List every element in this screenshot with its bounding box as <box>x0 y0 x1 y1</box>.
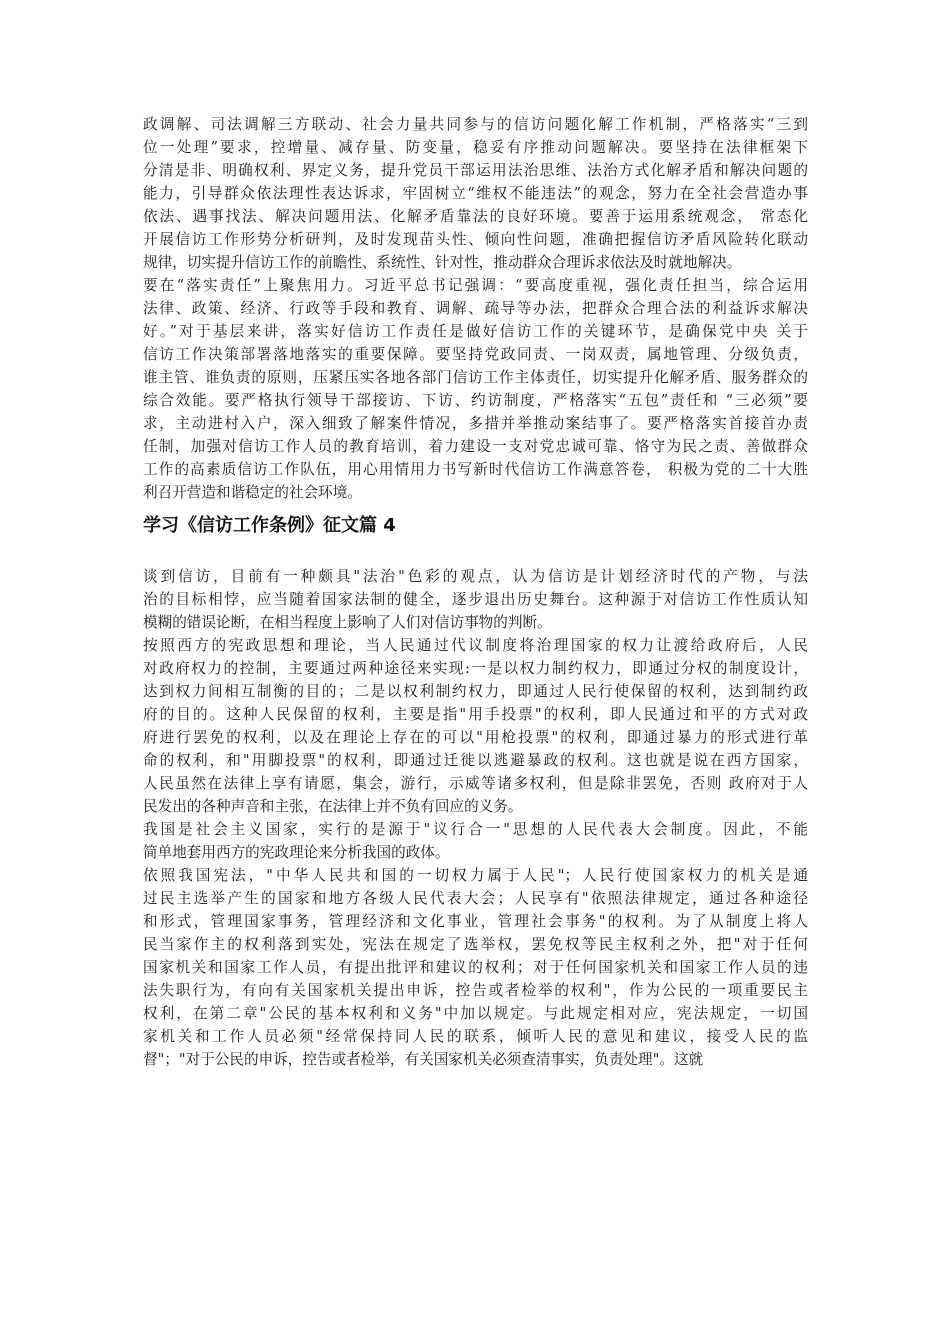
text-line: 信访工作决策部署落地落实的重要保障。要坚持党政同责、一岗双责，属地管理、分级负责， <box>143 346 808 363</box>
text-line: 谈到信访，目前有一种颇具"法治"色彩的观点，认为信访是计划经济时代的产物，与法 <box>143 568 808 585</box>
text-line: 法律、政策、经济、行政等手段和教育、调解、疏导等办法，把群众合理合法的利益诉求解决 <box>143 300 808 317</box>
text-line: 府进行罢免的权利，以及在理论上存在的可以"用枪投票"的权利，即通过暴力的形式进行革 <box>143 729 808 746</box>
text-line: 权利，在第二章"公民的基本权利和义务"中加以规定。与此规定相对应，宪法规定，一切国 <box>143 1005 808 1022</box>
text-line: 府的目的。这种人民保留的权利，主要是指"用手投票"的权利，即人民通过和平的方式对政 <box>143 706 808 723</box>
text-line: 家机关和工作人员必须"经常保持同人民的联系，倾听人民的意见和建议，接受人民的监 <box>143 1028 808 1045</box>
section-heading: 学习《信访工作条例》征文篇 4 <box>143 515 396 536</box>
text-line: 人民虽然在法律上享有请愿，集会，游行，示威等诸多权利，但是除非罢免，否则 政府对于人 <box>143 775 808 792</box>
text-line: 分清是非、明确权利、界定义务，提升党员干部运用法治思维、法治方式化解矛盾和解决问题的 <box>143 162 808 179</box>
text-line: 按照西方的宪政思想和理论，当人民通过代议制度将治理国家的权力让渡给政府后，人民 <box>143 637 808 654</box>
text-line: 任制，加强对信访工作人员的教育培训，着力建设一支对党忠诚可靠、恪守为民之责、善做群众 <box>143 438 808 455</box>
text-line: 和形式，管理国家事务，管理经济和文化事业，管理社会事务"的权利。为了从制度上将人 <box>143 913 808 930</box>
text-line: 规律，切实提升信访工作的前瞻性、系统性、针对性，推动群众合理诉求依法及时就地解决。 <box>143 254 742 271</box>
text-line: 依法、遇事找法、解决问题用法、化解矛盾靠法的良好环境。要善于运用系统观念， 常态化 <box>143 208 808 225</box>
text-line: 要在“落实责任”上聚焦用力。习近平总书记强调：“要高度重视，强化责任担当，综合运用 <box>143 277 808 294</box>
text-line: 综合效能。要严格执行领导干部接访、下访、约访制度，严格落实“五包”责任和 “三必须”要 <box>143 392 808 409</box>
text-line: 求，主动进村入户，深入细致了解案件情况，多措并举推动案结事了。要严格落实首接首办责 <box>143 415 808 432</box>
text-line: 民发出的各种声音和主张，在法律上并不负有回应的义务。 <box>143 798 523 815</box>
text-line: 利召开营造和谐稳定的社会环境。 <box>143 484 362 501</box>
text-line: 简单地套用西方的宪政理论来分析我国的政体。 <box>143 844 450 861</box>
text-line: 民当家作主的权利落到实处，宪法在规定了选举权，罢免权等民主权利之外，把"对于任何 <box>143 936 808 953</box>
text-line: 好。”对于基层来讲，落实好信访工作责任是做好信访工作的关键环节，是确保党中央 关于 <box>143 323 808 340</box>
text-line: 国家机关和国家工作人员，有提出批评和建议的权利；对于任何国家机关和国家工作人员的违 <box>143 959 808 976</box>
text-line: 我国是社会主义国家，实行的是源于"议行合一"思想的人民代表大会制度。因此，不能 <box>143 821 808 838</box>
text-line: 过民主选举产生的国家和地方各级人民代表大会；人民享有"依照法律规定，通过各种途径 <box>143 890 808 907</box>
text-line: 政调解、司法调解三方联动、社会力量共同参与的信访问题化解工作机制，严格落实“三到 <box>143 116 808 133</box>
text-line: 达到权力间相互制衡的目的；二是以权利制约权力，即通过人民行使保留的权利，达到制约政 <box>143 683 808 700</box>
text-line: 开展信访工作形势分析研判，及时发现苗头性、倾向性问题，准确把握信访矛盾风险转化联动 <box>143 231 808 248</box>
body-text-top <box>143 113 808 504</box>
text-line: 能力，引导群众依法理性表达诉求，牢固树立“维权不能违法”的观念，努力在全社会营造办事 <box>143 185 808 202</box>
text-line: 命的权利，和"用脚投票"的权利，即通过迁徙以逃避暴政的权利。这也就是说在西方国家， <box>143 752 808 769</box>
text-line: 对政府权力的控制，主要通过两种途径来实现:一是以权力制约权力，即通过分权的制度设计， <box>143 660 808 677</box>
text-line: 位一处理”要求，控增量、减存量、防变量，稳妥有序推动问题解决。要坚持在法律框架下 <box>143 139 808 156</box>
text-line: 模糊的错误论断，在相当程度上影响了人们对信访事物的判断。 <box>143 614 552 631</box>
text-line: 工作的高素质信访工作队伍，用心用情用力书写新时代信访工作满意答卷， 积极为党的二十大胜 <box>143 461 808 478</box>
text-line: 依照我国宪法，"中华人民共和国的一切权力属于人民"；人民行使国家权力的机关是通 <box>143 867 808 884</box>
text-line: 法失职行为，有向有关国家机关提出申诉，控告或者检举的权利"，作为公民的一项重要民主 <box>143 982 808 999</box>
text-line: 谁主管、谁负责的原则，压紧压实各地各部门信访工作主体责任，切实提升化解矛盾、服务群众的 <box>143 369 808 386</box>
body-text-bottom <box>143 565 808 1071</box>
text-line: 督"；"对于公民的申诉，控告或者检举，有关国家机关必须查清事实，负责处理"。这就 <box>143 1051 704 1068</box>
text-line: 治的目标相悖，应当随着国家法制的健全，逐步退出历史舞台。这种源于对信访工作性质认知 <box>143 591 808 608</box>
